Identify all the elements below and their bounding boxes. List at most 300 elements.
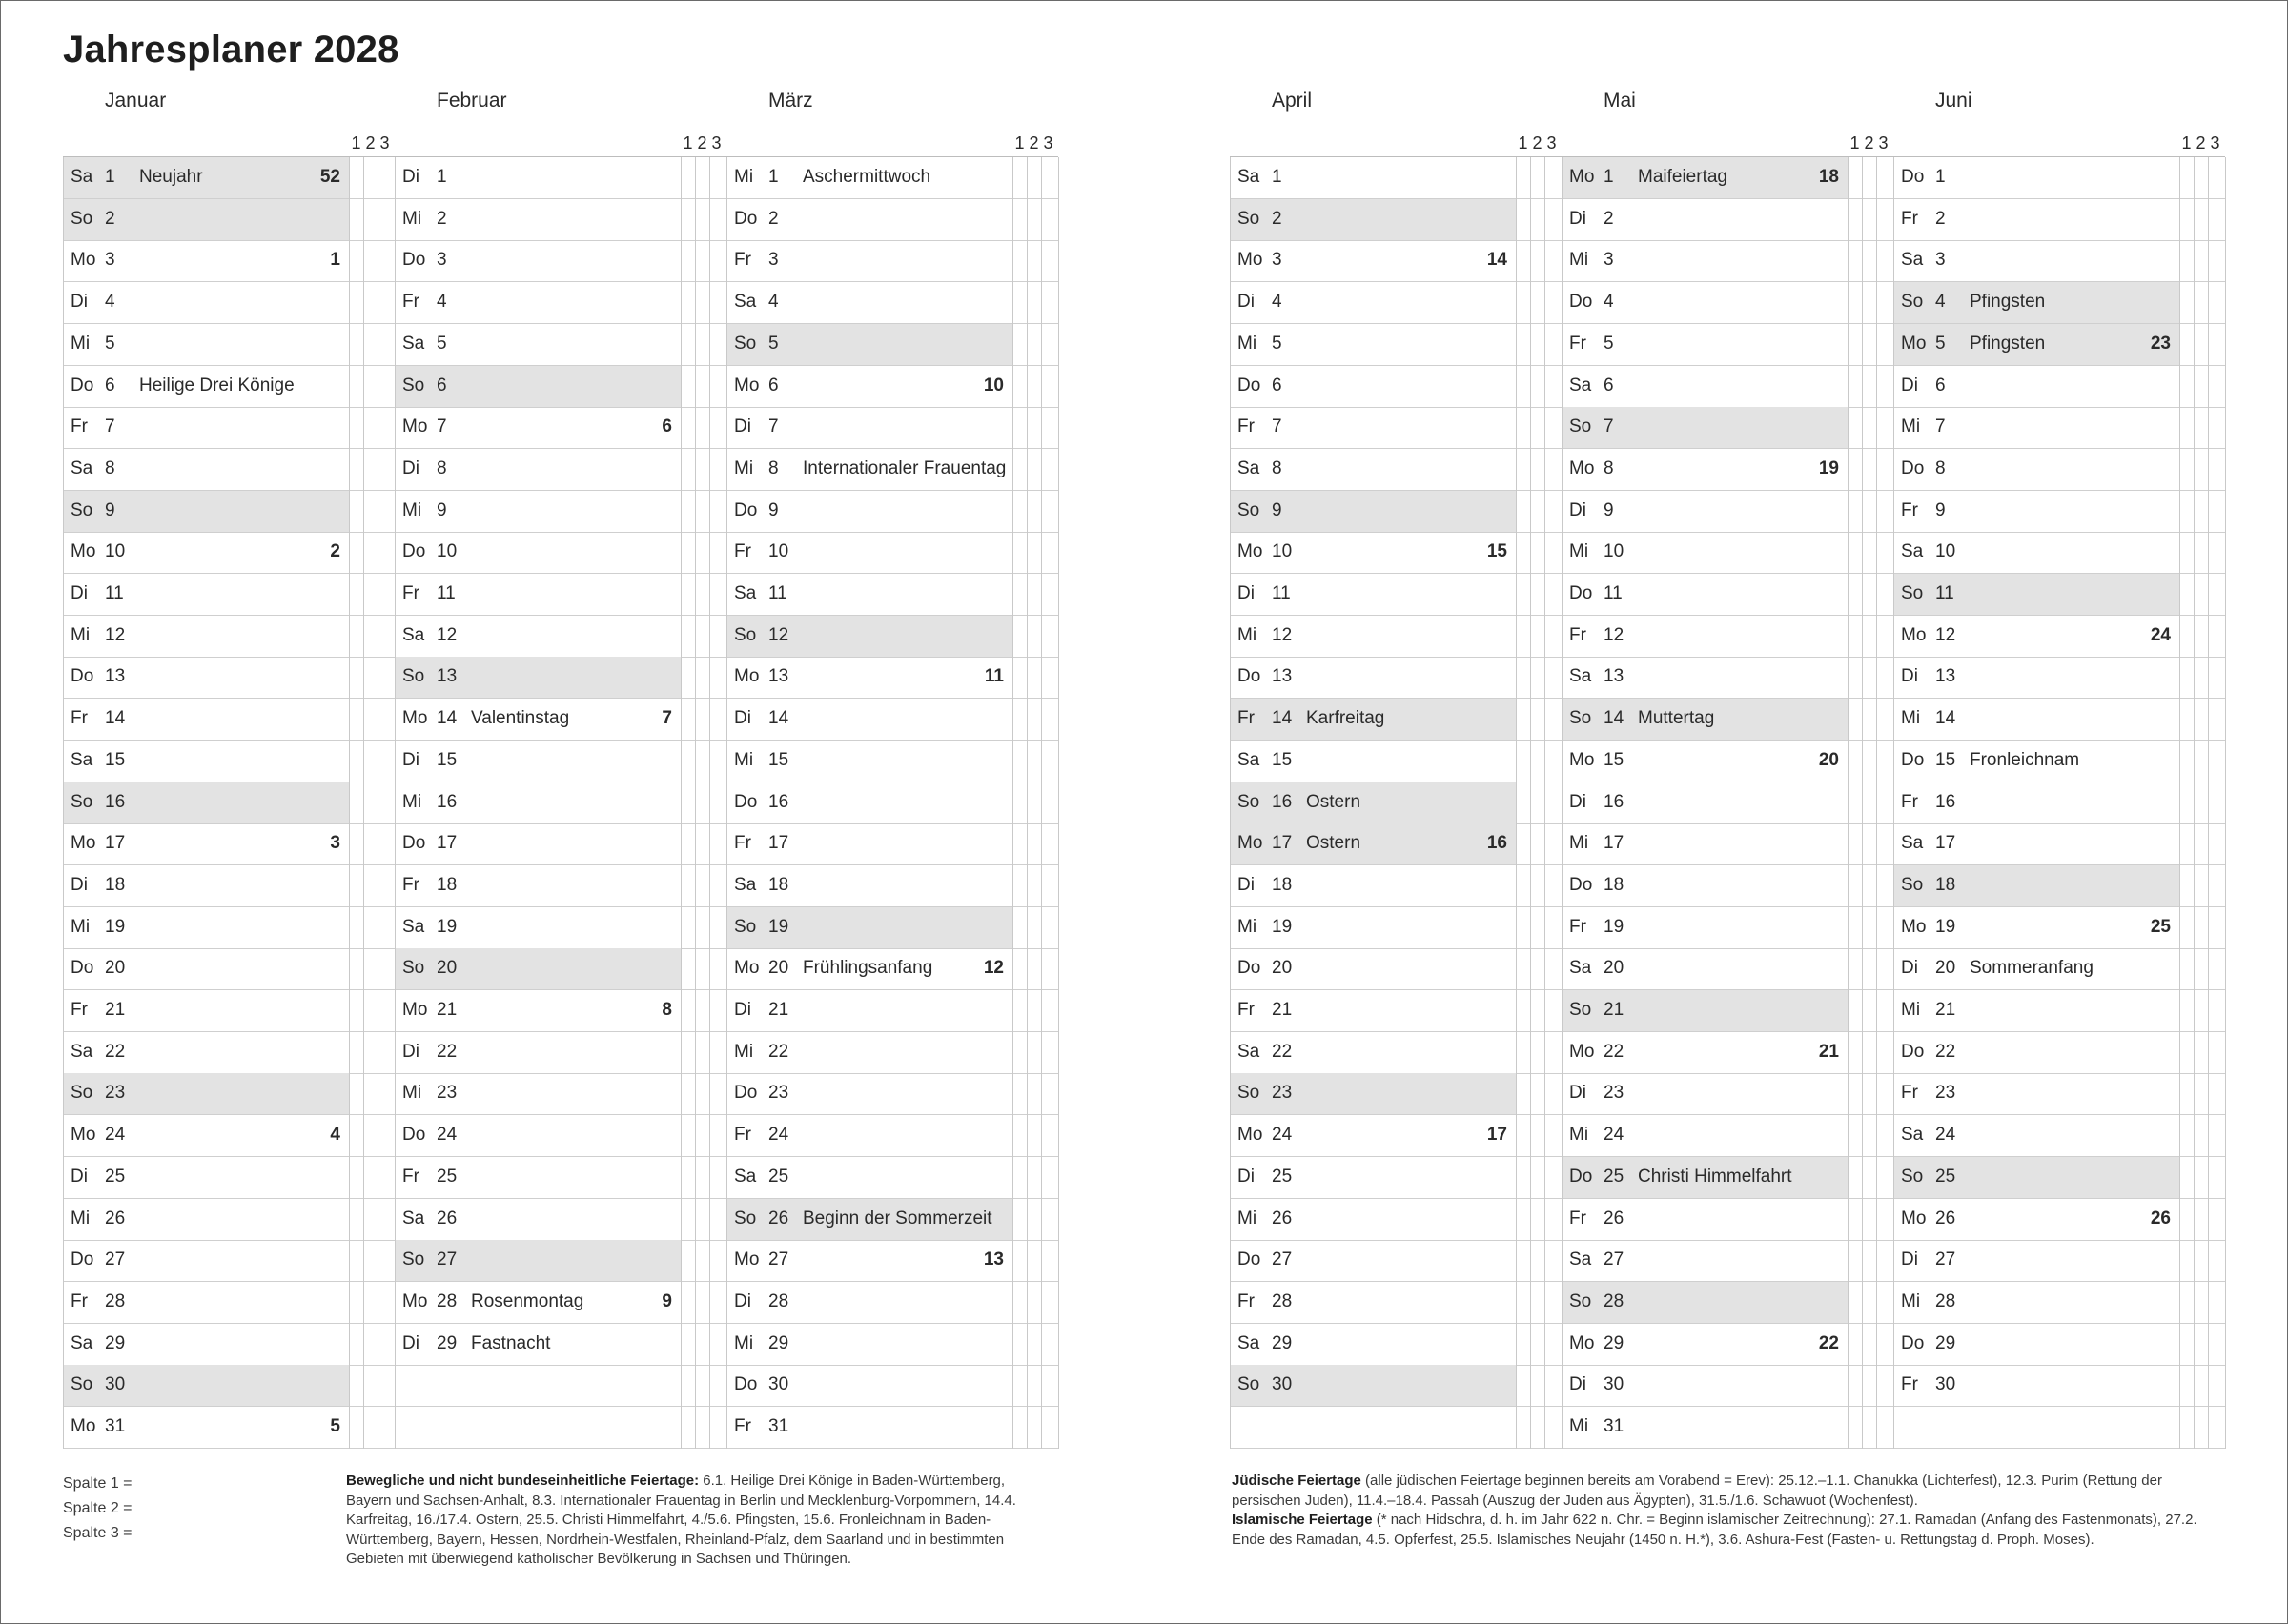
weekday-name: Mi — [402, 791, 422, 812]
weekday-name: Mo — [71, 250, 96, 271]
day-row[interactable] — [1562, 1032, 1893, 1074]
day-row[interactable] — [395, 990, 726, 1032]
day-row[interactable] — [1562, 1407, 1893, 1449]
day-row[interactable] — [63, 1073, 395, 1115]
day-row[interactable] — [1893, 1240, 2225, 1282]
column-number-1: 1 — [1849, 133, 1860, 152]
month-label: April — [1272, 90, 1313, 112]
weekday-name: Di — [71, 1166, 88, 1187]
weekday-name: Mo — [1901, 624, 1927, 645]
day-row[interactable] — [63, 1282, 395, 1324]
month-grid — [395, 156, 726, 1449]
weekday-name: Fr — [402, 1166, 419, 1187]
day-cell — [63, 699, 349, 740]
day-number: 17 — [1935, 833, 1956, 854]
day-row[interactable] — [1893, 1365, 2225, 1407]
day-row[interactable] — [1893, 1115, 2225, 1157]
day-number: 14 — [1935, 708, 1956, 729]
week-number: 12 — [983, 958, 1004, 979]
day-row[interactable] — [63, 1365, 395, 1407]
weekday-name: Mi — [734, 749, 754, 770]
day-row[interactable] — [1230, 491, 1562, 533]
weekday-name: Mo — [1237, 833, 1263, 854]
day-row[interactable] — [1562, 1240, 1893, 1282]
day-row[interactable] — [1562, 699, 1893, 741]
day-row[interactable] — [1562, 1115, 1893, 1157]
day-row[interactable] — [1562, 1073, 1893, 1115]
day-row[interactable] — [1893, 574, 2225, 616]
day-row[interactable] — [1230, 324, 1562, 366]
day-number: 27 — [1935, 1249, 1956, 1270]
day-row[interactable] — [726, 657, 1058, 699]
day-number: 4 — [1604, 292, 1614, 313]
day-number: 12 — [1935, 624, 1956, 645]
day-row[interactable] — [63, 782, 395, 824]
day-row[interactable] — [1893, 1032, 2225, 1074]
day-cell — [1230, 1115, 1516, 1156]
day-number: 1 — [1935, 167, 1946, 187]
day-number: 28 — [1604, 1290, 1624, 1311]
day-row[interactable] — [1562, 657, 1893, 699]
day-row[interactable] — [1893, 1199, 2225, 1241]
day-row[interactable] — [1893, 1282, 2225, 1324]
day-row[interactable] — [726, 1032, 1058, 1074]
day-row[interactable] — [1230, 366, 1562, 408]
day-row[interactable] — [726, 1073, 1058, 1115]
day-row[interactable] — [1562, 407, 1893, 449]
day-row[interactable] — [395, 282, 726, 324]
day-row[interactable] — [1230, 865, 1562, 907]
day-row[interactable] — [1230, 1365, 1562, 1407]
day-number: 5 — [768, 333, 779, 354]
day-row[interactable] — [395, 449, 726, 491]
day-row[interactable] — [1562, 1157, 1893, 1199]
day-row[interactable] — [395, 1199, 726, 1241]
day-row[interactable] — [1562, 240, 1893, 282]
day-row[interactable] — [63, 532, 395, 574]
day-number: 17 — [437, 833, 458, 854]
day-row[interactable] — [1893, 407, 2225, 449]
day-row[interactable] — [1562, 741, 1893, 782]
day-number: 27 — [768, 1249, 789, 1270]
day-number: 4 — [768, 292, 779, 313]
weekday-name: Di — [734, 1290, 751, 1311]
day-row[interactable] — [63, 616, 395, 658]
day-row[interactable] — [1893, 1324, 2225, 1366]
day-row[interactable] — [1562, 782, 1893, 824]
day-row[interactable] — [1230, 1115, 1562, 1157]
day-row[interactable] — [63, 449, 395, 491]
day-row[interactable] — [63, 1199, 395, 1241]
day-row[interactable] — [1230, 574, 1562, 616]
day-row[interactable] — [1893, 865, 2225, 907]
day-row[interactable] — [1562, 865, 1893, 907]
day-row[interactable] — [726, 324, 1058, 366]
day-row[interactable] — [1562, 948, 1893, 990]
day-row[interactable] — [63, 407, 395, 449]
day-row[interactable] — [1562, 324, 1893, 366]
weekday-name: So — [402, 666, 425, 687]
day-row[interactable] — [1893, 823, 2225, 865]
day-row[interactable] — [726, 1115, 1058, 1157]
day-row[interactable] — [1230, 407, 1562, 449]
day-cell — [395, 491, 681, 532]
day-row[interactable] — [726, 782, 1058, 824]
day-cell — [63, 282, 349, 323]
day-row[interactable] — [395, 907, 726, 949]
day-row[interactable] — [395, 240, 726, 282]
day-row[interactable] — [395, 1032, 726, 1074]
day-cell — [726, 657, 1012, 698]
day-row[interactable] — [1230, 823, 1562, 865]
day-cell — [1893, 199, 2179, 240]
day-row[interactable] — [726, 1157, 1058, 1199]
day-row[interactable] — [1230, 1073, 1562, 1115]
day-row[interactable] — [395, 1240, 726, 1282]
day-row[interactable] — [1230, 1240, 1562, 1282]
grid-divider — [1848, 157, 1849, 1449]
day-cell — [1893, 1032, 2179, 1073]
week-number: 3 — [330, 833, 340, 854]
weekday-name: Fr — [1237, 416, 1255, 437]
day-cell — [395, 1407, 681, 1448]
day-row[interactable] — [1893, 532, 2225, 574]
day-row[interactable] — [1230, 157, 1562, 199]
weekday-name: Mo — [734, 666, 760, 687]
day-cell — [1562, 491, 1848, 532]
day-row[interactable] — [395, 366, 726, 408]
day-row[interactable] — [63, 1324, 395, 1366]
day-row[interactable] — [395, 616, 726, 658]
day-number: 26 — [1935, 1208, 1956, 1228]
day-row[interactable] — [726, 1282, 1058, 1324]
day-row[interactable] — [726, 616, 1058, 658]
day-row[interactable] — [726, 907, 1058, 949]
day-row[interactable] — [1230, 990, 1562, 1032]
day-row[interactable] — [395, 1282, 726, 1324]
week-number: 20 — [1818, 749, 1839, 770]
day-row[interactable] — [1893, 491, 2225, 533]
day-number: 2 — [1604, 208, 1614, 229]
day-number: 5 — [437, 333, 447, 354]
day-row[interactable] — [1893, 657, 2225, 699]
weekday-name: Sa — [1569, 958, 1592, 979]
day-row[interactable] — [1562, 907, 1893, 949]
month-label: Januar — [105, 90, 167, 112]
weekday-name: So — [1569, 416, 1592, 437]
day-row[interactable] — [1562, 1199, 1893, 1241]
day-cell — [1562, 616, 1848, 657]
day-cell — [1562, 1115, 1848, 1156]
day-row[interactable] — [63, 574, 395, 616]
day-row[interactable] — [1562, 532, 1893, 574]
day-row[interactable] — [1893, 616, 2225, 658]
day-row[interactable] — [1893, 449, 2225, 491]
day-row[interactable] — [726, 366, 1058, 408]
day-row[interactable] — [1230, 948, 1562, 990]
day-row[interactable] — [1893, 1157, 2225, 1199]
day-row[interactable] — [1893, 741, 2225, 782]
day-number: 19 — [1935, 916, 1956, 937]
day-cell — [726, 324, 1012, 365]
day-row[interactable] — [63, 990, 395, 1032]
day-row[interactable] — [726, 574, 1058, 616]
weekday-name: Fr — [1237, 1000, 1255, 1020]
day-row[interactable] — [726, 948, 1058, 990]
weekday-name: So — [734, 1208, 757, 1228]
day-row[interactable] — [726, 699, 1058, 741]
day-row[interactable] — [1562, 1282, 1893, 1324]
day-row[interactable] — [63, 366, 395, 408]
weekday-name: Fr — [402, 874, 419, 895]
day-row[interactable] — [63, 1407, 395, 1449]
day-number: 4 — [105, 292, 115, 313]
day-row[interactable] — [63, 699, 395, 741]
day-row[interactable] — [726, 199, 1058, 241]
day-number: 30 — [1272, 1374, 1293, 1395]
day-row[interactable] — [395, 324, 726, 366]
week-number: 25 — [2150, 916, 2171, 937]
day-row[interactable] — [1562, 574, 1893, 616]
day-row[interactable] — [726, 491, 1058, 533]
day-row[interactable] — [395, 574, 726, 616]
weekday-name: Di — [1901, 958, 1918, 979]
day-row[interactable] — [1230, 449, 1562, 491]
day-row[interactable] — [1230, 699, 1562, 741]
weekday-name: Mi — [402, 499, 422, 520]
weekday-name: So — [71, 208, 93, 229]
day-row[interactable] — [726, 990, 1058, 1032]
day-row[interactable] — [63, 1032, 395, 1074]
day-row[interactable] — [1230, 1324, 1562, 1366]
day-cell — [1893, 574, 2179, 615]
day-row[interactable] — [1562, 491, 1893, 533]
day-row[interactable] — [1230, 907, 1562, 949]
day-row[interactable] — [63, 157, 395, 199]
day-row[interactable] — [1893, 782, 2225, 824]
page-title: Jahresplaner 2028 — [63, 29, 399, 71]
holiday-label: Aschermittwoch — [803, 167, 931, 187]
weekday-name: Sa — [1237, 457, 1260, 478]
month-grid — [1562, 156, 1893, 1449]
day-row[interactable] — [63, 948, 395, 990]
day-cell — [726, 240, 1012, 281]
day-cell — [395, 240, 681, 281]
day-cell — [1562, 1324, 1848, 1365]
day-row[interactable] — [726, 1324, 1058, 1366]
day-row[interactable] — [1230, 616, 1562, 658]
day-number: 30 — [1935, 1374, 1956, 1395]
day-row[interactable] — [395, 948, 726, 990]
day-row[interactable] — [1562, 1365, 1893, 1407]
day-row[interactable] — [1562, 449, 1893, 491]
day-row[interactable] — [1893, 282, 2225, 324]
day-row[interactable] — [726, 407, 1058, 449]
day-row[interactable] — [1562, 823, 1893, 865]
day-row[interactable] — [1230, 1032, 1562, 1074]
week-number: 5 — [330, 1416, 340, 1436]
day-row[interactable] — [1230, 240, 1562, 282]
day-row[interactable] — [63, 1157, 395, 1199]
day-row[interactable] — [63, 240, 395, 282]
day-row[interactable] — [63, 657, 395, 699]
day-number: 8 — [1272, 457, 1282, 478]
day-cell — [726, 1157, 1012, 1198]
day-row[interactable] — [395, 1115, 726, 1157]
week-number: 6 — [662, 416, 672, 437]
day-row[interactable] — [1230, 657, 1562, 699]
day-row[interactable] — [1230, 1157, 1562, 1199]
day-cell — [63, 907, 349, 948]
day-row[interactable] — [726, 865, 1058, 907]
day-number: 15 — [105, 749, 126, 770]
day-row[interactable] — [63, 741, 395, 782]
day-number: 3 — [437, 250, 447, 271]
column-number-2: 2 — [1029, 133, 1039, 152]
weekday-name: Fr — [1569, 333, 1586, 354]
weekday-name: Di — [402, 1332, 419, 1353]
day-number: 14 — [768, 708, 789, 729]
weekday-name: Di — [1901, 666, 1918, 687]
day-row[interactable] — [726, 1365, 1058, 1407]
day-row[interactable] — [395, 1324, 726, 1366]
day-row[interactable] — [726, 282, 1058, 324]
day-cell — [395, 157, 681, 198]
day-row[interactable] — [395, 491, 726, 533]
weekday-name: Do — [402, 1125, 426, 1146]
weekday-name: Sa — [71, 1332, 93, 1353]
day-row[interactable] — [1893, 157, 2225, 199]
day-row[interactable] — [395, 823, 726, 865]
day-cell — [395, 948, 681, 989]
day-row[interactable] — [1562, 616, 1893, 658]
weekday-name: So — [71, 791, 93, 812]
day-row[interactable] — [1893, 240, 2225, 282]
day-row[interactable] — [1562, 366, 1893, 408]
weekday-name: Di — [1569, 1374, 1586, 1395]
day-number: 22 — [1604, 1041, 1624, 1062]
note-islamic-holidays-title: Islamische Feiertage — [1232, 1512, 1373, 1528]
day-number: 5 — [1604, 333, 1614, 354]
holiday-label: Beginn der Sommerzeit — [803, 1208, 992, 1228]
day-number: 25 — [1604, 1166, 1624, 1187]
day-row[interactable] — [395, 741, 726, 782]
day-cell — [1562, 366, 1848, 407]
day-cell — [1230, 1324, 1516, 1365]
day-number: 28 — [768, 1290, 789, 1311]
day-row[interactable] — [395, 199, 726, 241]
day-row[interactable] — [1893, 990, 2225, 1032]
day-row[interactable] — [63, 823, 395, 865]
day-row[interactable] — [1230, 199, 1562, 241]
grid-divider — [1058, 157, 1059, 1449]
day-row[interactable] — [1893, 948, 2225, 990]
day-row[interactable] — [726, 1240, 1058, 1282]
day-row[interactable] — [726, 157, 1058, 199]
column-numbers — [1516, 133, 1559, 153]
day-row[interactable] — [63, 865, 395, 907]
day-number: 21 — [768, 1000, 789, 1020]
day-row[interactable] — [1230, 741, 1562, 782]
holiday-label: Pfingsten — [1970, 292, 2046, 313]
day-row[interactable] — [1230, 532, 1562, 574]
day-number: 29 — [437, 1332, 458, 1353]
day-row[interactable] — [395, 865, 726, 907]
note-islamic-holidays-text: (* nach Hidschra, d. h. im Jahr 622 n. Chr. = Beginn islamischer Zeitrechnung): 27.1. Ramadan (Anfang des Fastenmonats), 27.2. Ende des Ramadan, 4.5. Opferfest, 25.5. Islamisches Neujahr (1450 n. H.*), 3.6. Ashura-Fest (Fasten- u. Rettungstag d. Proph. Moses). — [1232, 1512, 2197, 1548]
day-row[interactable] — [726, 741, 1058, 782]
day-row[interactable] — [1562, 199, 1893, 241]
day-row[interactable] — [1893, 907, 2225, 949]
grid-divider — [1027, 157, 1028, 1449]
day-row[interactable] — [1230, 782, 1562, 824]
day-row[interactable] — [395, 699, 726, 741]
day-number: 25 — [437, 1166, 458, 1187]
day-row[interactable] — [1230, 1199, 1562, 1241]
day-row[interactable] — [1562, 282, 1893, 324]
day-row[interactable] — [1230, 282, 1562, 324]
day-cell — [1230, 324, 1516, 365]
day-row[interactable] — [395, 1073, 726, 1115]
day-row[interactable] — [395, 657, 726, 699]
day-row[interactable] — [726, 1407, 1058, 1449]
week-number: 24 — [2150, 624, 2171, 645]
note-jewish-holidays-title: Jüdische Feiertage — [1232, 1472, 1361, 1489]
day-row[interactable] — [1230, 1282, 1562, 1324]
day-row[interactable] — [1893, 199, 2225, 241]
day-cell — [63, 1032, 349, 1073]
grid-divider — [2225, 157, 2226, 1449]
weekday-name: Mo — [1569, 167, 1595, 187]
day-row[interactable] — [1893, 1073, 2225, 1115]
day-cell — [395, 1324, 681, 1365]
day-row[interactable] — [395, 407, 726, 449]
day-row[interactable] — [63, 282, 395, 324]
weekday-name: Sa — [402, 333, 425, 354]
day-number: 13 — [1604, 666, 1624, 687]
day-row[interactable] — [1562, 1324, 1893, 1366]
day-number: 16 — [1604, 791, 1624, 812]
day-row[interactable] — [726, 449, 1058, 491]
grid-divider — [1516, 157, 1517, 1449]
day-row[interactable] — [395, 532, 726, 574]
day-row[interactable] — [63, 491, 395, 533]
day-cell — [1230, 157, 1516, 198]
day-row[interactable] — [63, 324, 395, 366]
day-row[interactable] — [726, 532, 1058, 574]
day-row[interactable] — [63, 199, 395, 241]
day-row[interactable] — [395, 782, 726, 824]
day-row[interactable] — [726, 823, 1058, 865]
day-row[interactable] — [1562, 990, 1893, 1032]
day-row[interactable] — [1893, 699, 2225, 741]
day-row[interactable] — [63, 907, 395, 949]
day-row[interactable] — [63, 1115, 395, 1157]
day-row[interactable] — [726, 240, 1058, 282]
day-row[interactable] — [726, 1199, 1058, 1241]
day-row[interactable] — [395, 157, 726, 199]
day-number: 19 — [768, 916, 789, 937]
day-row[interactable] — [1562, 157, 1893, 199]
legend-spalte-1: Spalte 1 = — [63, 1475, 133, 1492]
day-row[interactable] — [63, 1240, 395, 1282]
day-cell — [1893, 948, 2179, 989]
day-row[interactable] — [1893, 324, 2225, 366]
day-cell — [395, 1199, 681, 1240]
day-row[interactable] — [395, 1157, 726, 1199]
day-number: 12 — [437, 624, 458, 645]
day-cell — [395, 324, 681, 365]
day-row[interactable] — [1893, 366, 2225, 408]
